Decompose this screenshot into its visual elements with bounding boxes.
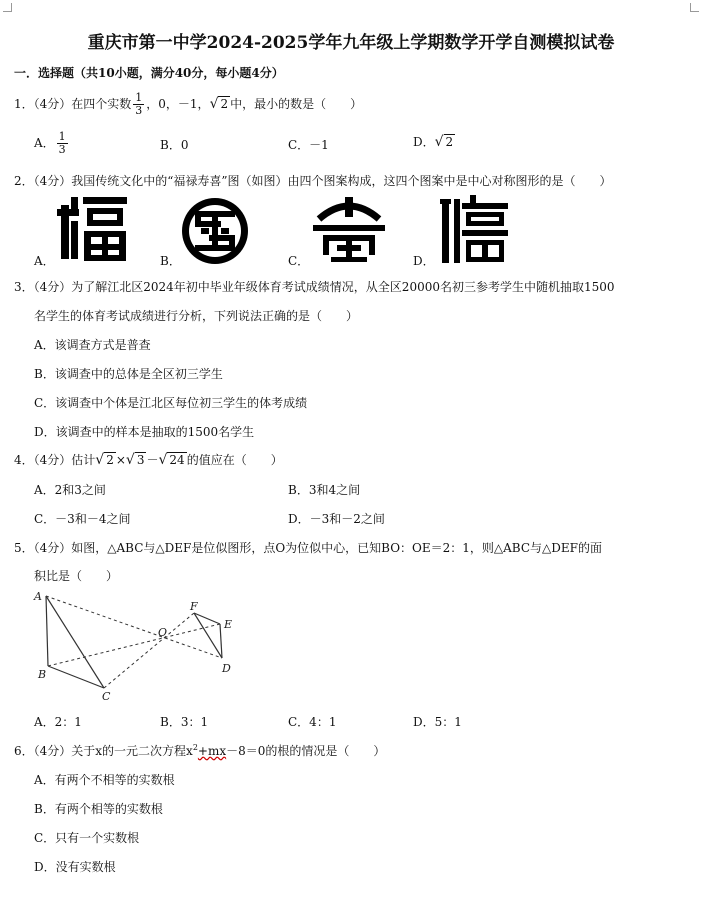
q4-option-c: C．－3和－4之间 — [34, 512, 131, 526]
question-2-stem: 2．（4分）我国传统文化中的“福禄寿喜”图（如图）由四个图案构成，这四个图案中是中心对称图形的是（ ） — [14, 174, 612, 188]
point-label: O — [158, 626, 168, 639]
question-6-stem: 6．（4分）关于x的一元二次方程$x^2+mx-8=0$的根的情况是（ ） — [14, 743, 386, 758]
fraction-denominator: 3 — [135, 104, 143, 117]
q3-option-c: C．该调查中个体是江北区每位初三学生的体考成绩 — [34, 396, 308, 410]
question-5-stem-line2: 积比是（ ） — [34, 569, 119, 583]
q1-option-d: D．√ 2 — [413, 134, 454, 150]
q1-option-b: B．0 — [160, 138, 189, 152]
point-label: B — [38, 668, 47, 681]
q1-fraction — [133, 92, 144, 117]
q1-option-a: A． $\frac{1}{3}$ — [34, 130, 66, 156]
q3-option-d: D．该调查中的样本是抽取的1500名学生 — [34, 425, 255, 439]
q1-option-c: C．－1 — [288, 138, 329, 152]
q1-sqrt: √ 2 — [209, 96, 229, 112]
question-4-stem: 4．（4分）估计√ 2 ×√ 3 －√ 24 的值应在（ ） — [14, 452, 283, 468]
point-label: D — [222, 662, 231, 675]
q5-option-c: C．4：1 — [288, 715, 337, 729]
q6-option-d: D．没有实数根 — [34, 860, 116, 874]
fu-character-icon — [57, 195, 129, 263]
fraction-numerator: 1 — [135, 91, 143, 104]
q2-label-b: B． — [160, 254, 181, 268]
page-corner-mark — [690, 3, 699, 12]
page-title: 重庆市第一中学2024-2025学年九年级上学期数学开学自测模拟试卷 — [87, 33, 615, 53]
point-label: C — [102, 690, 111, 700]
q5-option-d: D．5：1 — [413, 715, 462, 729]
q2-label-a: A． — [34, 254, 55, 268]
shou-character-icon — [313, 195, 385, 263]
q2-label-d: D． — [413, 254, 435, 268]
sqrt-radicand: 2 — [220, 97, 229, 111]
q1-text-c: 中，最小的数是（ ） — [230, 97, 363, 111]
point-label: E — [224, 618, 233, 631]
q2-label-c: C． — [288, 254, 310, 268]
q6-option-a: A．有两个不相等的实数根 — [34, 773, 175, 787]
q1-text-b: ，0，－1， — [146, 97, 210, 111]
question-5-stem-line1: 5．（4分）如图，△ABC与△DEF是位似图形，点O为位似中心，已知BO：OE＝2：1，则△ABC与△DEF的面 — [14, 541, 602, 555]
q4-option-a: A．2和3之间 — [34, 483, 106, 497]
q1-text-a: 1．（4分）在四个实数 — [14, 97, 132, 111]
lu-round-seal-icon — [181, 197, 249, 265]
point-label: F — [190, 600, 198, 613]
q5-option-b: B．3：1 — [160, 715, 209, 729]
q4-option-b: B．3和4之间 — [288, 483, 361, 497]
page-corner-mark — [3, 3, 12, 12]
homothety-figure — [28, 588, 248, 704]
question-3-stem-line1: 3．（4分）为了解江北区2024年初中毕业年级体育考试成绩情况，从全区20000名初三参考学生中随机抽取1500 — [14, 280, 615, 294]
question-1-stem — [14, 92, 362, 117]
q4-option-d: D．－3和－2之间 — [288, 512, 385, 526]
q6-option-b: B．有两个相等的实数根 — [34, 802, 163, 816]
section-heading: 一．选择题（共10小题，满分40分，每小题4分） — [14, 66, 284, 80]
q6-option-c: C．只有一个实数根 — [34, 831, 140, 845]
q3-option-a: A．该调查方式是普查 — [34, 338, 151, 352]
q5-option-a: A．2：1 — [34, 715, 82, 729]
point-label: A — [34, 590, 42, 603]
spellcheck-underline: +mx — [197, 744, 227, 758]
question-3-stem-line2: 名学生的体育考试成绩进行分析，下列说法正确的是（ ） — [34, 309, 359, 323]
xi-character-icon — [440, 195, 510, 265]
q3-option-b: B．该调查中的总体是全区初三学生 — [34, 367, 223, 381]
